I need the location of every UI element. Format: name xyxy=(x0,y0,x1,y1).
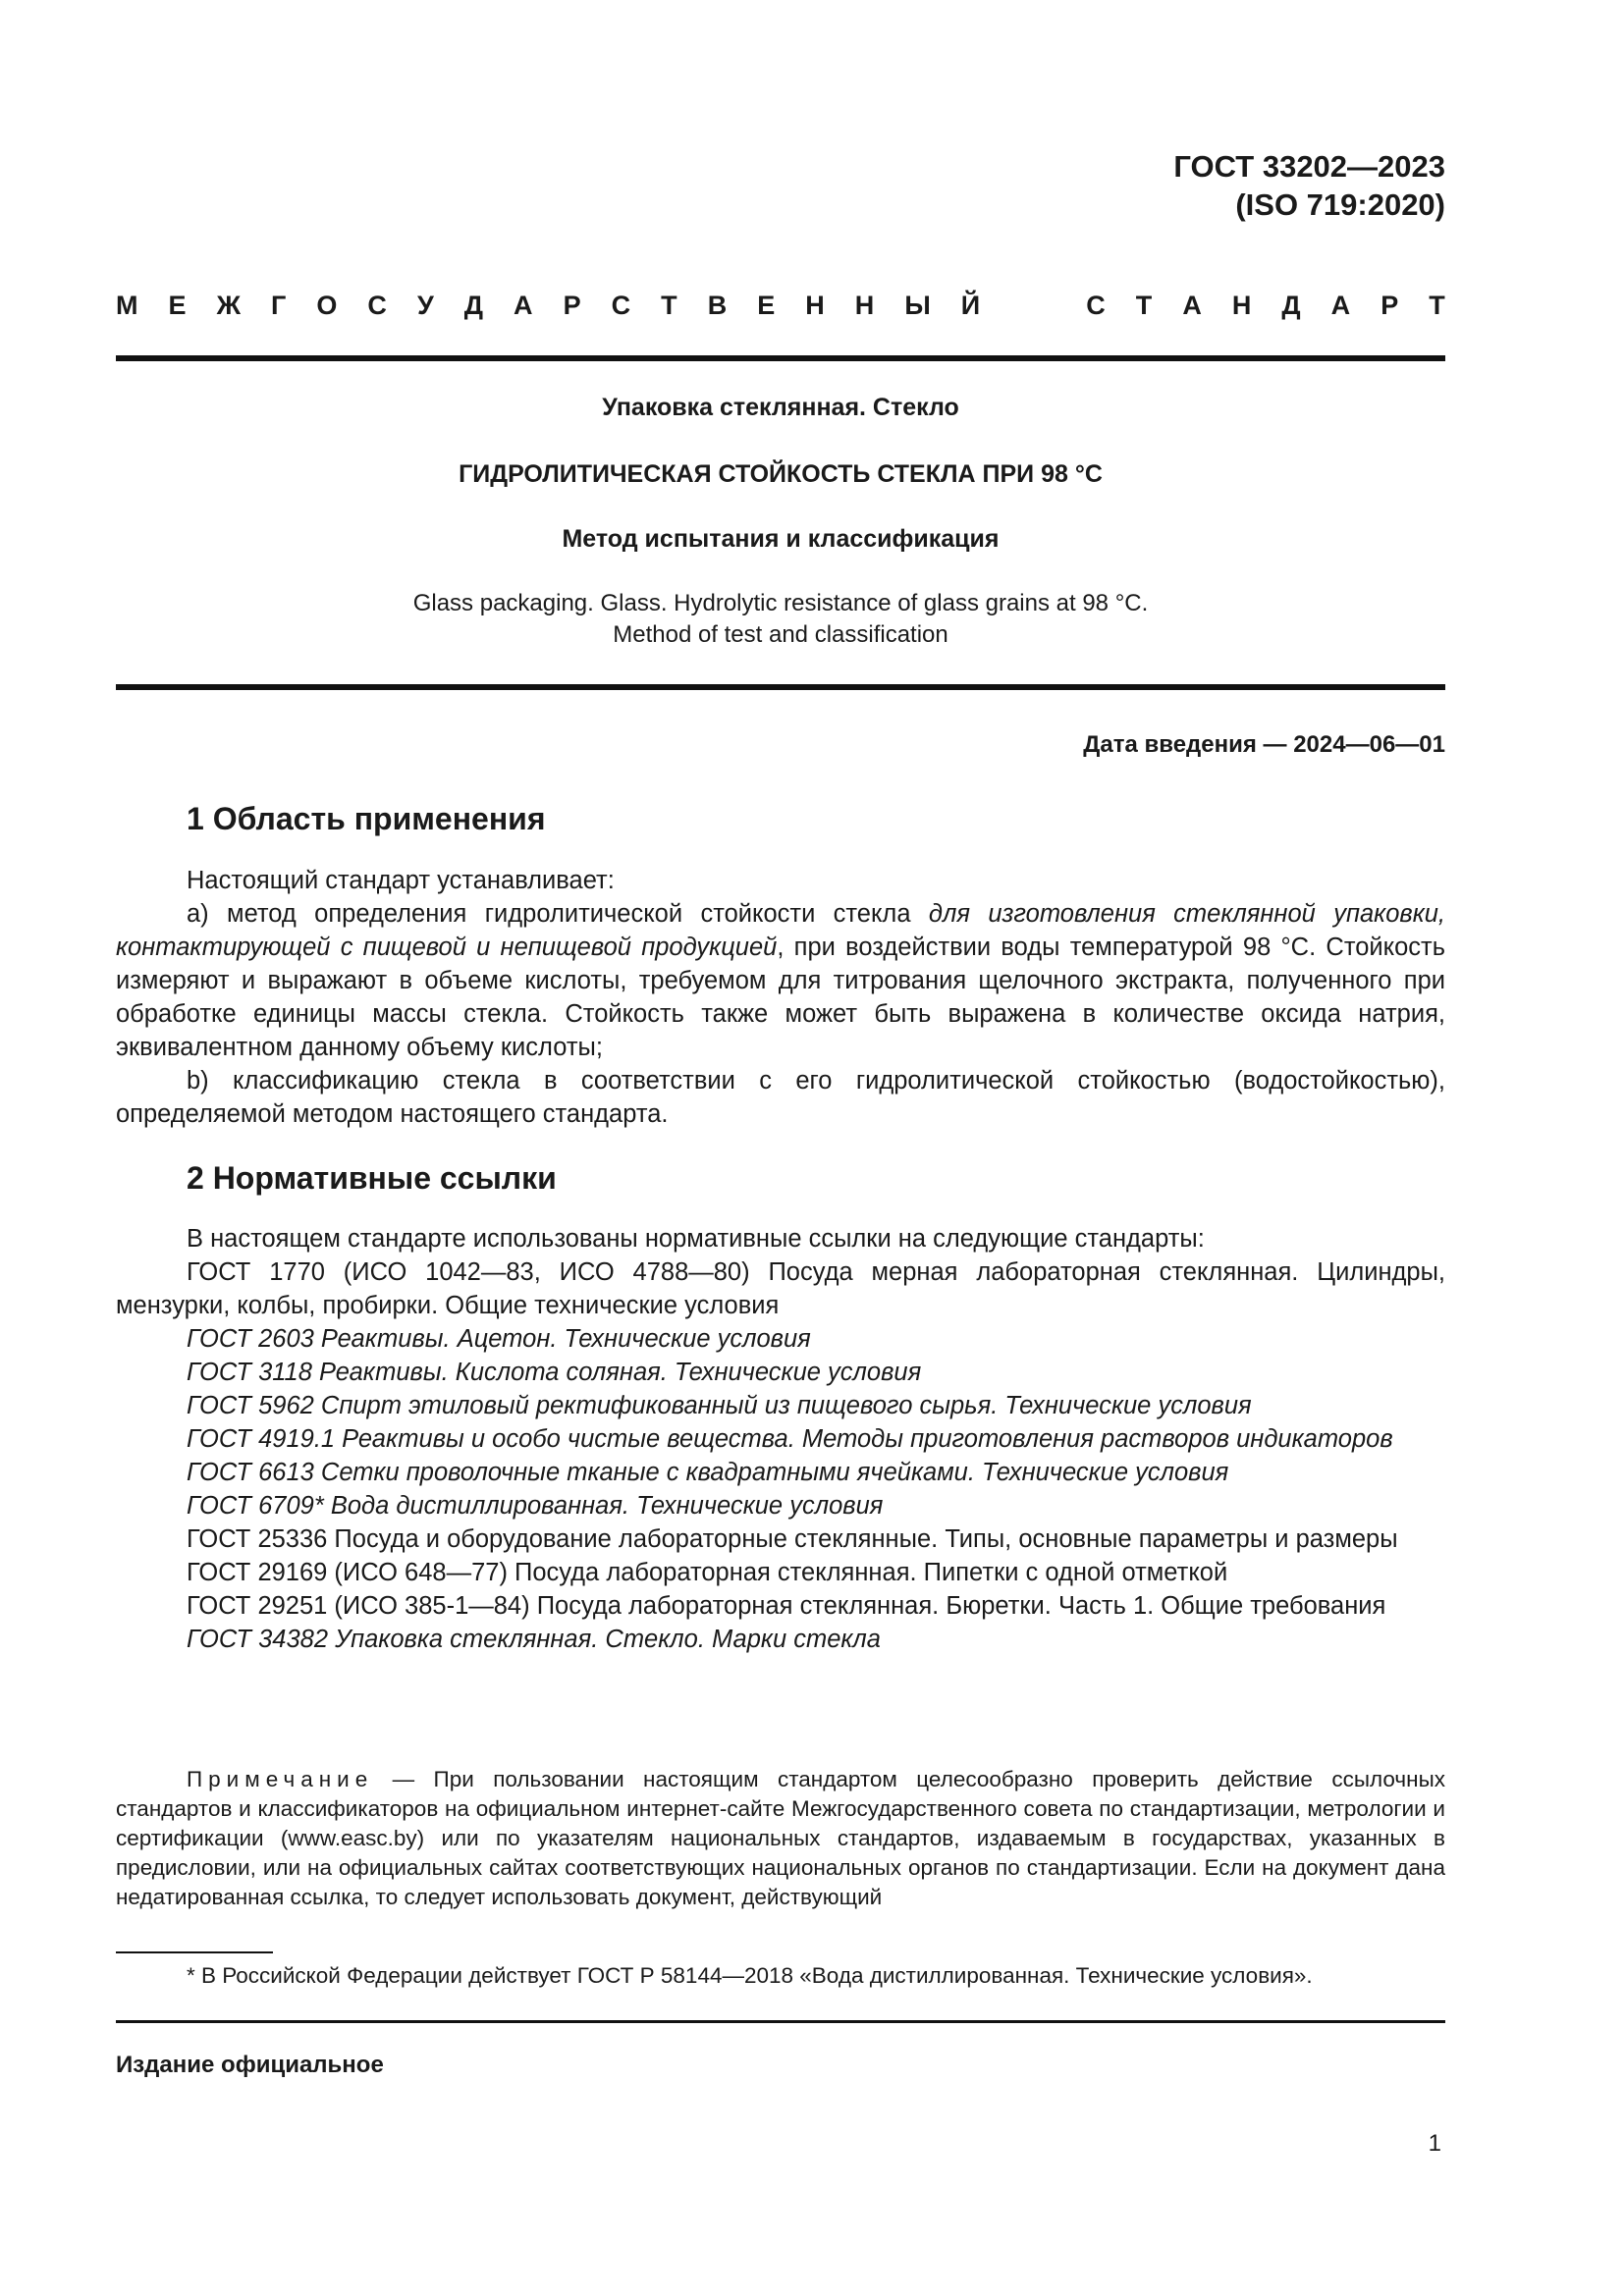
banner-letter: Й xyxy=(960,291,981,320)
note-text: — При пользовании настоящим стандартом целесообразно проверить действие ссылочных стандартов и классификаторов на официальном интернет-сайте Межгосударственного совета по стандартизации, метрологии и сертификации (www.easc.by) или по указателям национальных стандартов, издаваемым в государствах, указанных в предисловии, или на официальных сайтах соответствующих национальных органов по стандартизации. Если на документ дана недатированная ссылка, то следует использовать документ, действующий xyxy=(116,1767,1445,1909)
banner-letter: А xyxy=(514,291,533,320)
note-block xyxy=(116,1765,1445,1912)
title-line-3: Метод испытания и классификация xyxy=(562,525,1000,553)
banner-letter: Е xyxy=(757,291,776,320)
reference-text: ГОСТ 29251 (ИСО 385-1—84) Посуда лабораторная стеклянная. Бюретки. Часть 1. Общие требования xyxy=(187,1592,1386,1620)
reference-list xyxy=(116,1255,1445,1656)
introduction-date: Дата введения — 2024—06—01 xyxy=(1083,731,1445,758)
banner-letter: А xyxy=(1330,291,1351,320)
page-number: 1 xyxy=(1428,2130,1441,2157)
english-title-line-1: Glass packaging. Glass. Hydrolytic resistance of glass grains at 98 °C. xyxy=(412,590,1149,616)
banner-letter: А xyxy=(1182,291,1202,320)
banner-letter: Т xyxy=(661,291,677,320)
title-line-1: Упаковка стеклянная. Стекло xyxy=(602,394,959,421)
section-1-heading: 1 Область применения xyxy=(187,801,546,836)
section-1-item-a xyxy=(116,897,1445,1064)
banner-letter: С xyxy=(367,291,387,320)
doc-number: ГОСТ 33202—2023 xyxy=(1173,149,1445,184)
section-2-heading: 2 Нормативные ссылки xyxy=(187,1160,557,1196)
item-a-italic-text: для изготовления стеклянной упаковки, контактирующей с пищевой и непищевой продукцией xyxy=(116,900,1445,961)
banner-letter: Г xyxy=(271,291,287,320)
banner-letter: Д xyxy=(1281,291,1301,320)
top-rule xyxy=(116,355,1445,361)
banner-letter: Д xyxy=(463,291,484,320)
reference-item xyxy=(116,1489,1445,1522)
banner-letter: Р xyxy=(563,291,581,320)
reference-item xyxy=(116,1422,1445,1456)
banner-letter: Ж xyxy=(216,291,241,320)
section-1-intro: Настоящий стандарт устанавливает: xyxy=(187,867,615,894)
title-line-2: ГИДРОЛИТИЧЕСКАЯ СТОЙКОСТЬ СТЕКЛА ПРИ 98 °С xyxy=(459,460,1103,488)
banner-letter: Е xyxy=(168,291,187,320)
banner-letter: Р xyxy=(1380,291,1399,320)
reference-item xyxy=(116,1255,1445,1322)
reference-item xyxy=(116,1589,1445,1623)
reference-text: ГОСТ 29169 (ИСО 648—77) Посуда лабораторная стеклянная. Пипетки с одной отметкой xyxy=(187,1559,1228,1586)
section-1-item-b: b) классификацию стекла в соответствии с его гидролитической стойкостью (водостойкостью), определяемой методом настоящего стандарта. xyxy=(116,1067,1445,1128)
english-title xyxy=(116,588,1445,651)
banner-letter: Т xyxy=(1429,291,1445,320)
reference-text: ГОСТ 1770 (ИСО 1042—83, ИСО 4788—80) Посуда мерная лабораторная стеклянная. Цилиндры, мензурки, колбы, пробирки. Общие технические условия xyxy=(116,1258,1445,1319)
item-a-text-end: , при воздействии воды температурой 98 °С. Стойкость измеряют и выражают в объеме кислоты, требуемом для титрования щелочного экстракта, полученного при обработке единицы массы стекла. Стойкость также может быть выражена в количестве оксида натрия, эквивалентном данному объему кислоты; xyxy=(116,934,1445,1061)
title-bottom-rule xyxy=(116,684,1445,690)
english-title-line-2: Method of test and classification xyxy=(613,621,948,648)
reference-item xyxy=(116,1322,1445,1356)
reference-text: ГОСТ 25336 Посуда и оборудование лабораторные стеклянные. Типы, основные параметры и размеры xyxy=(187,1525,1398,1553)
banner-letter: Т xyxy=(1135,291,1153,320)
footnote: * В Российской Федерации действует ГОСТ Р 58144—2018 «Вода дистиллированная. Технические условия». xyxy=(187,1963,1313,1988)
reference-item xyxy=(116,1623,1445,1656)
interstate-standard-banner xyxy=(116,291,1445,321)
banner-letter: Н xyxy=(854,291,875,320)
reference-text: ГОСТ 6613 Сетки проволочные тканые с квадратными ячейками. Технические условия xyxy=(187,1459,1229,1486)
note-paragraph xyxy=(116,1765,1445,1912)
banner-letter: О xyxy=(316,291,338,320)
reference-item xyxy=(116,1456,1445,1489)
reference-item xyxy=(116,1556,1445,1589)
note-label: Примечание xyxy=(187,1767,374,1791)
reference-item xyxy=(116,1522,1445,1556)
section-1-body xyxy=(116,864,1445,1131)
document-number-block xyxy=(1173,147,1445,224)
reference-text: ГОСТ 6709* Вода дистиллированная. Технические условия xyxy=(187,1492,884,1520)
section-2-intro: В настоящем стандарте использованы нормативные ссылки на следующие стандарты: xyxy=(187,1225,1205,1253)
reference-text: ГОСТ 4919.1 Реактивы и особо чистые вещества. Методы приготовления растворов индикаторов xyxy=(187,1425,1393,1453)
reference-item xyxy=(116,1389,1445,1422)
item-a-text: a) метод определения гидролитической стойкости стекла xyxy=(187,900,929,928)
footer-rule xyxy=(116,2020,1445,2023)
banner-letter: У xyxy=(416,291,434,320)
reference-text: ГОСТ 3118 Реактивы. Кислота соляная. Технические условия xyxy=(187,1359,922,1386)
banner-letter: С xyxy=(611,291,631,320)
banner-letter: Н xyxy=(1231,291,1252,320)
section-2-body xyxy=(116,1222,1445,1656)
banner-letter: М xyxy=(116,291,138,320)
iso-number: (ISO 719:2020) xyxy=(1235,187,1445,222)
reference-text: ГОСТ 34382 Упаковка стеклянная. Стекло. Марки стекла xyxy=(187,1626,881,1653)
banner-letter: Н xyxy=(805,291,825,320)
footnote-rule xyxy=(116,1951,273,1953)
reference-item xyxy=(116,1356,1445,1389)
banner-letter: С xyxy=(1086,291,1106,320)
banner-letter: Ы xyxy=(904,291,931,320)
reference-text: ГОСТ 2603 Реактивы. Ацетон. Технические условия xyxy=(187,1325,811,1353)
banner-letter: В xyxy=(707,291,728,320)
reference-text: ГОСТ 5962 Спирт этиловый ректификованный из пищевого сырья. Технические условия xyxy=(187,1392,1252,1419)
banner-word-gap xyxy=(1010,291,1056,321)
official-edition-label: Издание официальное xyxy=(116,2052,384,2078)
